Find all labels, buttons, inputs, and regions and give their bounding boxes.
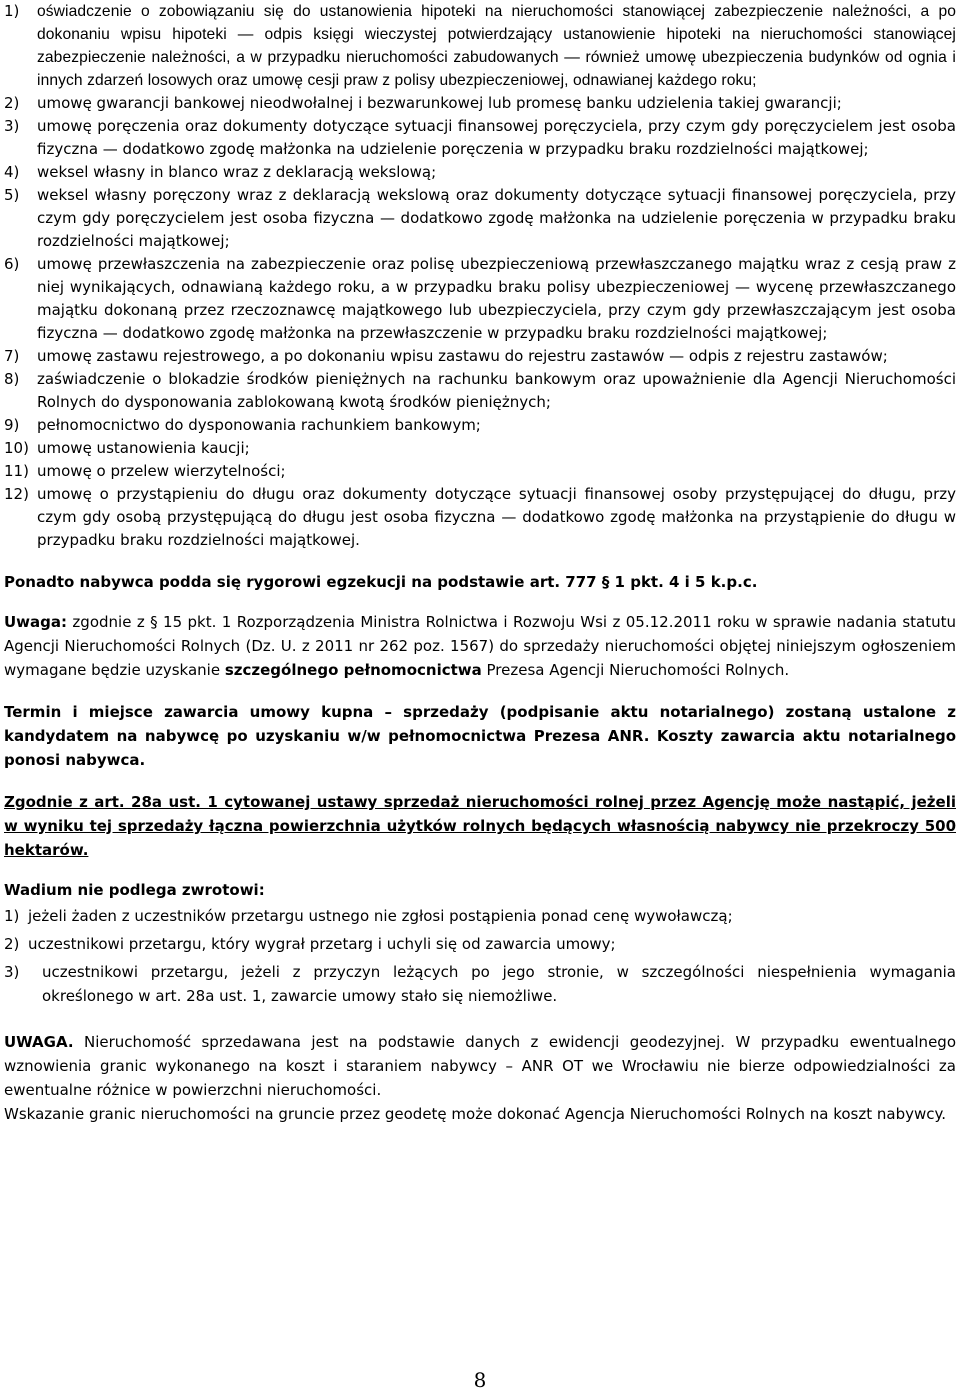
note-text-end: Prezesa Agencji Nieruchomości Rolnych. bbox=[481, 661, 790, 679]
security-forms-list bbox=[4, 0, 956, 552]
list-item-text: uczestnikowi przetargu, jeżeli z przyczyn leżących po jego stronie, w szczególności niespełnienia wymagania określonego w art. 28a ust. 1, zawarcie umowy stało się niemożliwe. bbox=[42, 963, 956, 1005]
list-item-text: umowę o przystąpieniu do długu oraz dokumenty dotyczące sytuacji finansowej osoby przystępującej do długu, przy czym gdy osobą przystępującą do długu jest osoba fizyczna — dodatkowo zgodę małżonka na przystąpienie do długu w przypadku braku rozdzielności majątkowej. bbox=[37, 485, 956, 549]
note-label: UWAGA. bbox=[4, 1033, 74, 1051]
list-item-text: uczestnikowi przetargu, który wygrał przetarg i uchyli się od zawarcia umowy; bbox=[28, 935, 616, 953]
list-item bbox=[4, 437, 956, 460]
list-item-number: 10) bbox=[4, 439, 29, 457]
list-item bbox=[4, 414, 956, 437]
list-item bbox=[4, 92, 956, 115]
list-item bbox=[4, 460, 956, 483]
list-item-text: jeżeli żaden z uczestników przetargu ustnego nie zgłosi postąpienia ponad cenę wywoławczą; bbox=[28, 907, 733, 925]
enforcement-clause: Ponadto nabywca podda się rygorowi egzekucji na podstawie art. 777 § 1 pkt. 4 i 5 k.p.c. bbox=[4, 573, 758, 591]
list-item-number: 7) bbox=[4, 347, 20, 365]
contract-terms-paragraph: Termin i miejsce zawarcia umowy kupna – sprzedaży (podpisanie aktu notarialnego) zostaną ustalone z kandydatem na nabywcę po uzyskaniu w/w pełnomocnictwa Prezesa ANR. Koszty zawarcia aktu notarialnego ponosi nabywca. bbox=[4, 703, 956, 769]
list-item-number: 12) bbox=[4, 485, 29, 503]
list-item-text: oświadczenie o zobowiązaniu się do ustanowienia hipoteki na nieruchomości stanowiącej zabezpieczenie należności, a po dokonaniu wpisu hipoteki — odpis księgi wieczystej potwierdzający ustanowienie hipoteki na nieruchomości stanowiącej zabezpieczenie należności, a w przypadku nieruchomości zabudowanych — również umowę ubezpieczenia budynków od ognia i innych zdarzeń losowych oraz umowę cesji praw z polisy ubezpieczeniowej, odnawianej każdego roku; bbox=[37, 3, 956, 89]
list-item bbox=[4, 368, 956, 414]
list-item-number: 2) bbox=[4, 94, 20, 112]
list-item-number: 4) bbox=[4, 163, 20, 181]
list-item-number: 8) bbox=[4, 370, 20, 388]
list-item-text: umowę gwarancji bankowej nieodwołalnej i bezwarunkowej lub promesę banku udzielenia takiej gwarancji; bbox=[37, 94, 842, 112]
note-boundaries bbox=[4, 1030, 956, 1102]
list-item-number: 9) bbox=[4, 416, 20, 434]
note-label: Uwaga: bbox=[4, 613, 68, 631]
list-item-text: weksel własny poręczony wraz z deklaracją wekslową oraz dokumenty dotyczące sytuacji finansowej poręczyciela, przy czym gdy poręczycielem jest osoba fizyczna — dodatkowo zgodę małżonka na udzielenie poręczenia w przypadku braku rozdzielności majątkowej; bbox=[37, 186, 956, 250]
list-item-text: umowę zastawu rejestrowego, a po dokonaniu wpisu zastawu do rejestru zastawów — odpis z rejestru zastawów; bbox=[37, 347, 888, 365]
list-item-number: 1) bbox=[4, 2, 20, 20]
page-number: 8 bbox=[473, 1368, 487, 1392]
list-item-text: umowę poręczenia oraz dokumenty dotyczące sytuacji finansowej poręczyciela, przy czym gdy poręczycielem jest osoba fizyczna — dodatkowo zgodę małżonka na udzielenie poręczenia w przypadku braku rozdzielności majątkowej; bbox=[37, 117, 956, 158]
list-item bbox=[4, 904, 956, 928]
list-item bbox=[4, 161, 956, 184]
list-item-number: 1) bbox=[4, 907, 20, 925]
list-item-number: 11) bbox=[4, 462, 29, 480]
list-item bbox=[4, 115, 956, 161]
list-item-number: 5) bbox=[4, 186, 20, 204]
list-item bbox=[4, 483, 956, 552]
list-item-text: umowę o przelew wierzytelności; bbox=[37, 462, 286, 480]
list-item bbox=[4, 253, 956, 345]
list-item bbox=[4, 0, 956, 92]
list-item bbox=[4, 184, 956, 253]
list-item bbox=[4, 345, 956, 368]
list-item-text: pełnomocnictwo do dysponowania rachunkiem bankowym; bbox=[37, 416, 481, 434]
note-text: Nieruchomość sprzedawana jest na podstawie danych z ewidencji geodezyjnej. W przypadku ewentualnego wznowienia granic wykonanego na koszt i staraniem nabywcy – ANR OT we Wrocławiu nie bierze odpowiedzialności za ewentualne różnice w powierzchni nieruchomości. bbox=[4, 1033, 956, 1099]
document-page bbox=[4, 0, 956, 1126]
list-item-number: 3) bbox=[4, 963, 20, 981]
list-item-text: weksel własny in blanco wraz z deklaracją wekslową; bbox=[37, 163, 437, 181]
list-item-number: 3) bbox=[4, 117, 20, 135]
list-item-number: 6) bbox=[4, 255, 20, 273]
note-emphasis: szczególnego pełnomocnictwa bbox=[224, 661, 482, 679]
list-item-text: umowę przewłaszczenia na zabezpieczenie oraz polisę ubezpieczeniową przewłaszczanego majątku wraz z cesją praw z niej wynikających, odnawianą każdego roku, a w przypadku braku polisy ubezpieczeniowej — wycenę przewłaszczanego majątku dokonaną przez rzeczoznawcę majątkowego lub ubezpieczyciela, przy czym gdy przewłaszczającym jest osoba fizyczna — dodatkowo zgodę małżonka na przewłaszczenie w przypadku braku rozdzielności majątkowej; bbox=[37, 255, 956, 342]
deposit-heading: Wadium nie podlega zwrotowi: bbox=[4, 881, 265, 899]
list-item-number: 2) bbox=[4, 935, 20, 953]
deposit-conditions-list bbox=[4, 904, 956, 1008]
list-item-text: zaświadczenie o blokadzie środków pieniężnych na rachunku bankowym oraz upoważnienie dla Agencji Nieruchomości Rolnych do dysponowania zablokowaną kwotą środków pieniężnych; bbox=[37, 370, 956, 411]
list-item bbox=[4, 932, 956, 956]
list-item bbox=[4, 960, 956, 1008]
boundary-indication-paragraph: Wskazanie granic nieruchomości na gruncie przez geodetę może dokonać Agencja Nieruchomości Rolnych na koszt nabywcy. bbox=[4, 1105, 946, 1123]
note-power-of-attorney bbox=[4, 610, 956, 682]
note-text: zgodnie z § 15 pkt. 1 Rozporządzenia Ministra Rolnictwa i Rozwoju Wsi z 05.12.2011 roku w sprawie nadania statutu Agencji Nieruchomości Rolnych (Dz. U. z 2011 nr 262 poz. 1567) do sprzedaży nieruchomości objętej niniejszym ogłoszeniem wymagane będzie uzyskanie bbox=[4, 613, 956, 679]
list-item-text: umowę ustanowienia kaucji; bbox=[37, 439, 250, 457]
article-28a-paragraph: Zgodnie z art. 28a ust. 1 cytowanej ustawy sprzedaż nieruchomości rolnej przez Agencję może nastąpić, jeżeli w wyniku tej sprzedaży łączna powierzchnia użytków rolnych będących własnością nabywcy nie przekroczy 500 hektarów. bbox=[4, 793, 956, 859]
